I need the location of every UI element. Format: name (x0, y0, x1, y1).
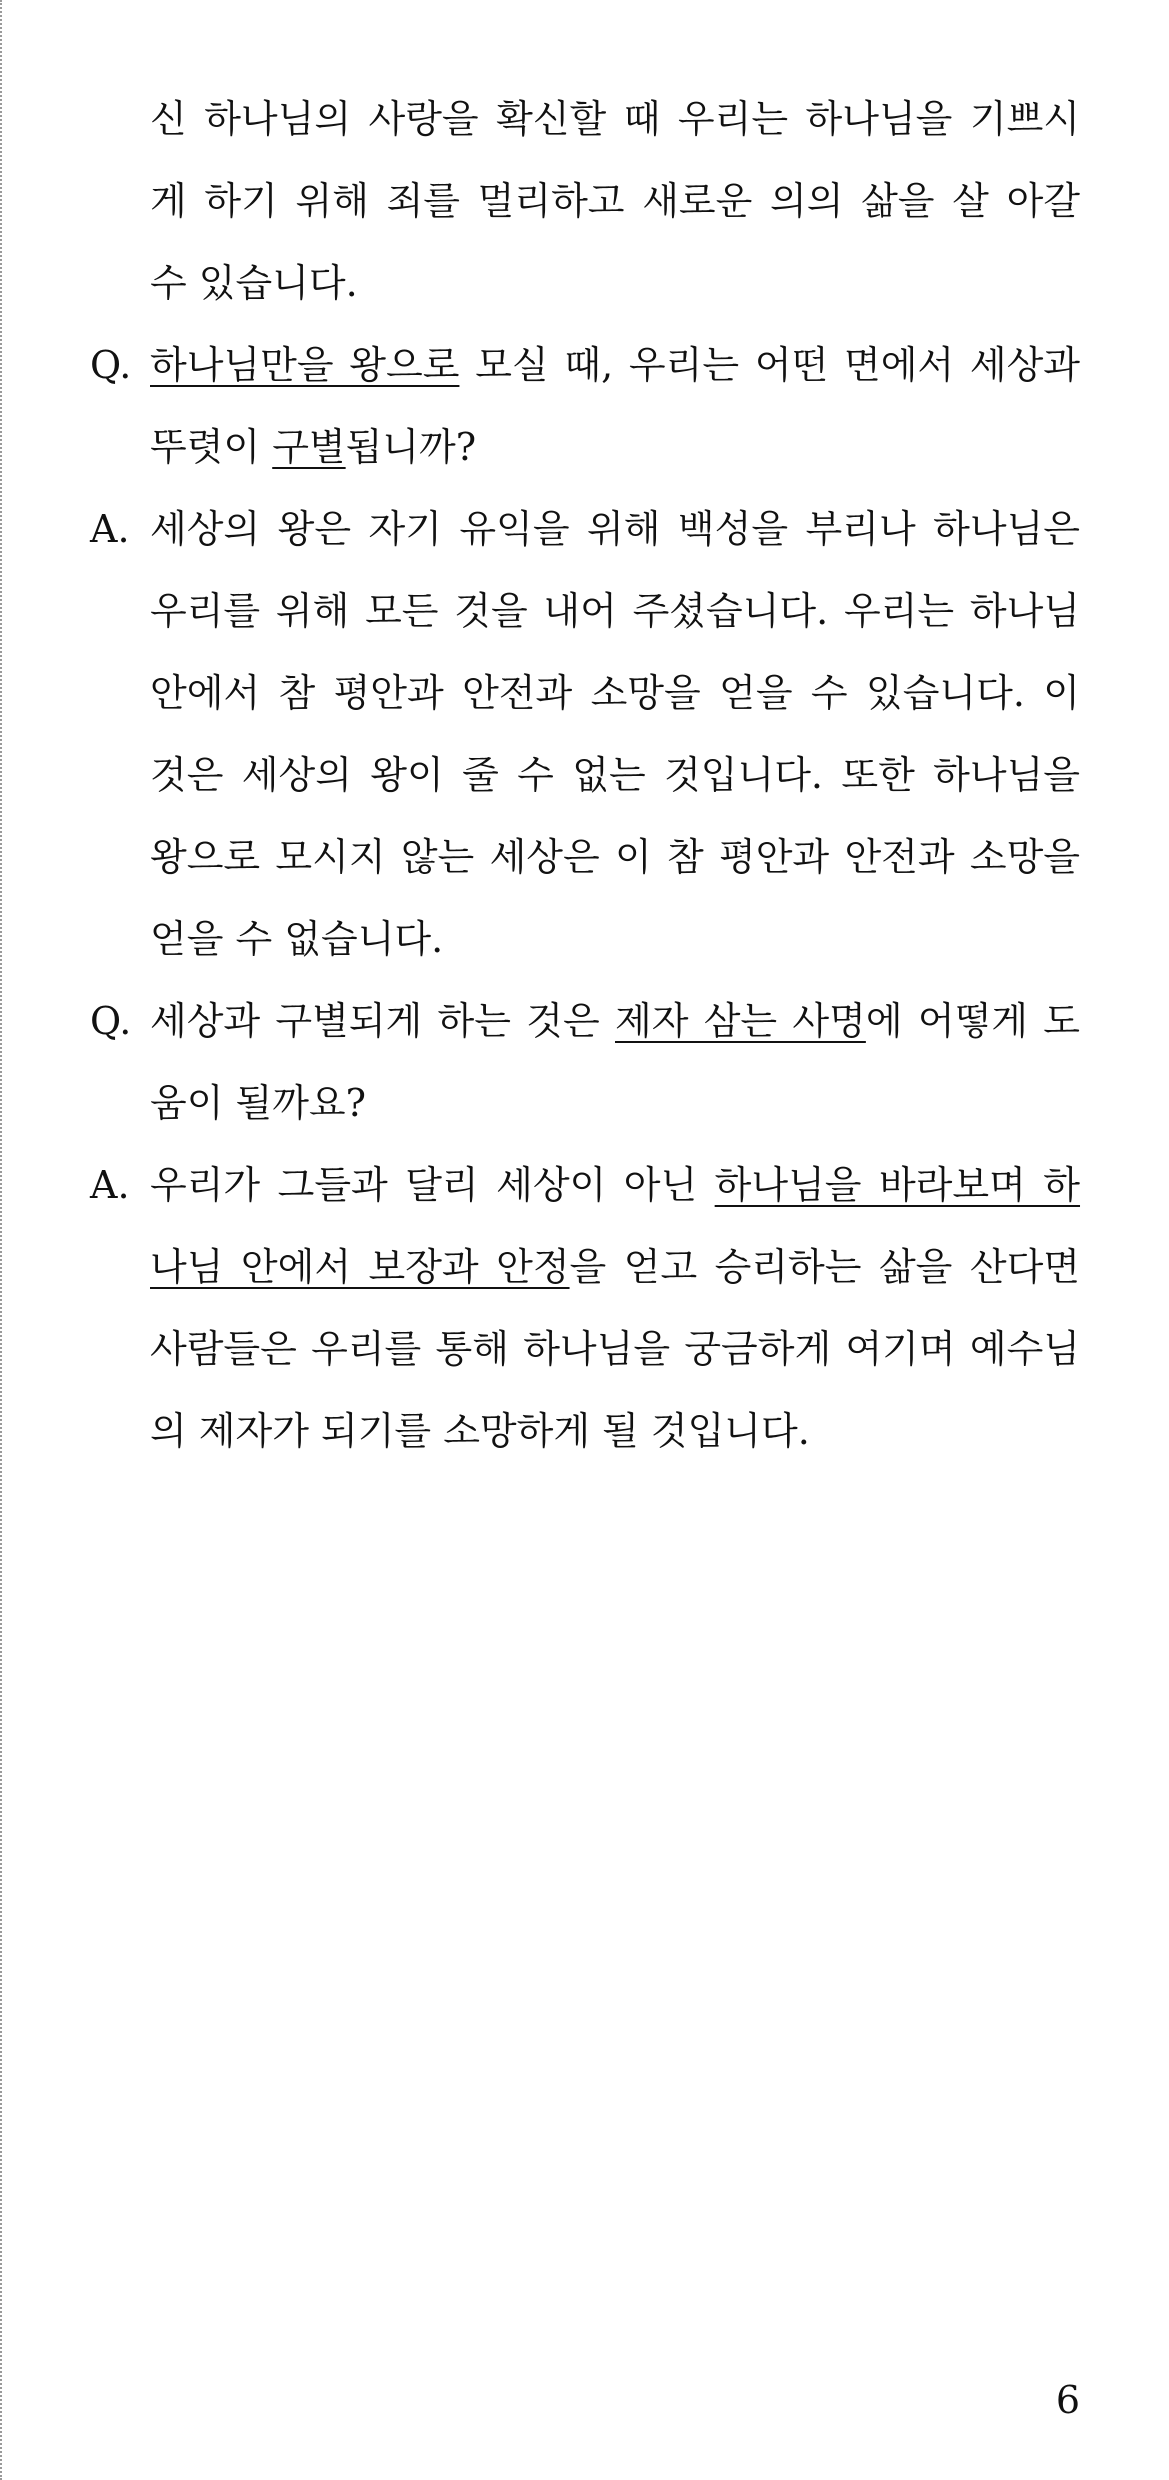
question-1-line-1 (150, 324, 1080, 406)
answer-2-line-1 (150, 1144, 1080, 1226)
question-1 (90, 324, 1080, 488)
question-label: Q. (90, 343, 132, 387)
answer-1-line-1: 세상의 왕은 자기 유익을 위해 백성을 부리나 하나님은 (150, 507, 1080, 551)
intro-line-2: 게 하기 위해 죄를 멀리하고 새로운 의의 삶을 살 아갈 (150, 179, 1080, 223)
answer-2-line-2 (150, 1226, 1080, 1308)
answer-1-line-5: 왕으로 모시지 않는 세상은 이 참 평안과 안전과 소망을 (150, 835, 1080, 879)
question-2-line-2: 움이 될까요? (150, 1081, 366, 1125)
intro-line-1: 신 하나님의 사랑을 확신할 때 우리는 하나님을 기쁘시 (150, 97, 1080, 141)
intro-line-3: 수 있습니다. (150, 261, 358, 305)
question-1-line-2-rest: 됩니까? (345, 425, 477, 469)
question-2-line-1 (150, 980, 1080, 1062)
answer-2-line-4: 의 제자가 되기를 소망하게 될 것입니다. (150, 1409, 810, 1453)
answer-label: A. (90, 507, 130, 551)
page-left-edge (0, 0, 2, 2480)
underlined-phrase: 나님 안에서 보장과 안정 (150, 1245, 570, 1289)
answer-2-line-1-pre: 우리가 그들과 달리 세상이 아닌 (150, 1163, 715, 1207)
question-label: Q. (90, 999, 132, 1043)
answer-2 (90, 1144, 1080, 1472)
answer-1-line-2: 우리를 위해 모든 것을 내어 주셨습니다. 우리는 하나님 (150, 589, 1080, 633)
intro-paragraph (90, 78, 1080, 324)
question-1-line-2-pre: 뚜렷이 (150, 425, 273, 469)
answer-1-line-4: 것은 세상의 왕이 줄 수 없는 것입니다. 또한 하나님을 (150, 753, 1080, 797)
question-1-line-1-rest: 모실 때, 우리는 어떤 면에서 세상과 (459, 343, 1081, 387)
question-1-line-2 (150, 406, 1080, 488)
page-number: 6 (1055, 2378, 1080, 2422)
underlined-phrase: 하나님을 바라보며 하 (714, 1163, 1081, 1207)
question-2-line-1-rest: 에 어떻게 도 (865, 999, 1080, 1043)
answer-2-line-2-rest: 을 얻고 승리하는 삶을 산다면 (569, 1245, 1080, 1289)
underlined-phrase: 하나님만을 왕으로 (150, 343, 460, 387)
document-body (90, 78, 1080, 1472)
underlined-phrase: 구별 (272, 425, 346, 469)
answer-2-line-3: 사람들은 우리를 통해 하나님을 궁금하게 여기며 예수님 (150, 1327, 1080, 1371)
question-2-line-1-pre: 세상과 구별되게 하는 것은 (150, 999, 615, 1043)
answer-1-line-6: 얻을 수 없습니다. (150, 917, 444, 961)
question-2 (90, 980, 1080, 1144)
answer-label: A. (90, 1163, 130, 1207)
answer-1-line-3: 안에서 참 평안과 안전과 소망을 얻을 수 있습니다. 이 (150, 671, 1080, 715)
underlined-phrase: 제자 삼는 사명 (615, 999, 866, 1043)
answer-1 (90, 488, 1080, 980)
